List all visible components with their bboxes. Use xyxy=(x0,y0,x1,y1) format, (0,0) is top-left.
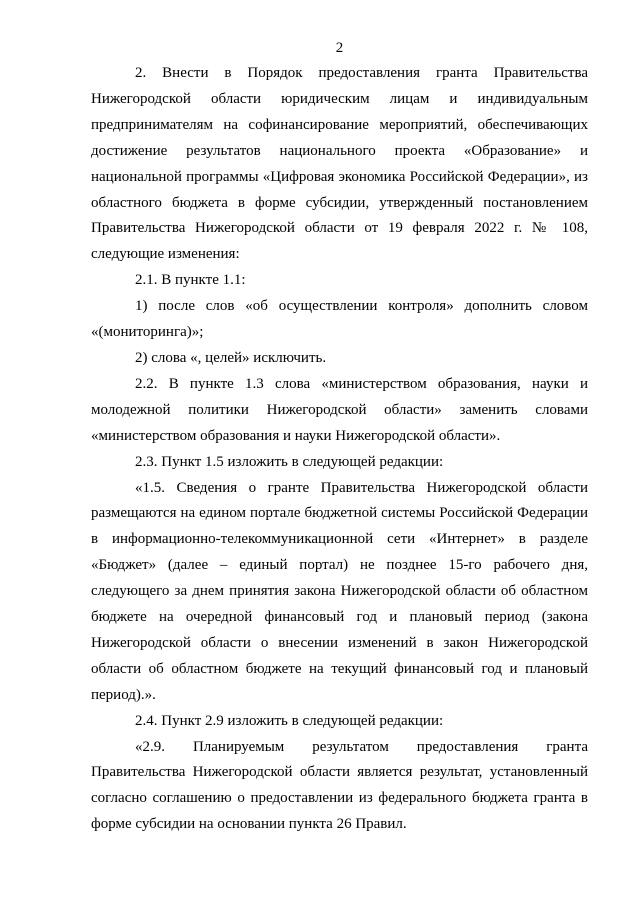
paragraph-2-9-text: «2.9. Планируемым результатом предоставления гранта Правительства Нижегородской области является результат, установленный согласно соглашению о предоставлении из федерального бюджета гранта в форме субсидии на основании пункта 26 Правил. xyxy=(91,738,588,833)
document-body xyxy=(91,61,588,838)
paragraph-2-1: 2.1. В пункте 1.1: xyxy=(135,272,246,289)
paragraph-2-2: 2.2. В пункте 1.3 слова «министерством образования, науки и молодежной политики Нижегородской области» заменить словами «министерством образования и науки Нижегородской области». xyxy=(91,375,588,444)
paragraph-2-1-item-2: 2) слова «, целей» исключить. xyxy=(135,349,327,366)
page-number: 2 xyxy=(335,40,344,56)
paragraph-2-1-item-1: 1) после слов «об осуществлении контроля» дополнить словом «(мониторинга)»; xyxy=(91,298,588,341)
paragraph-2-3: 2.3. Пункт 1.5 изложить в следующей редакции: xyxy=(135,453,444,470)
paragraph-2: 2. Внести в Порядок предоставления гранта Правительства Нижегородской области юридическим лицам и индивидуальным предпринимателям на софинансирование мероприятий, обеспечивающих достижение результатов национального проекта «Образование» и национальной программы «Цифровая экономика Российской Федерации», из областного бюджета в форме субсидии, утвержденный постановлением Правительства Нижегородской области от 19 февраля 2022 г. № 108, следующие изменения: xyxy=(91,65,588,263)
paragraph-2-4: 2.4. Пункт 2.9 изложить в следующей редакции: xyxy=(135,712,444,729)
paragraph-1-5-text: «1.5. Сведения о гранте Правительства Нижегородской области размещаются на едином портале бюджетной системы Российской Федерации в информационно-телекоммуникационной сети «Интернет» в разделе «Бюджет» (далее – единый портал) не позднее 15-го рабочего дня, следующего за днем принятия закона Нижегородской области об областном бюджете на очередной финансовый год и плановый период (закона Нижегородской области о внесении изменений в закон Нижегородской области об областном бюджете на текущий финансовый год и плановый период).». xyxy=(91,479,588,703)
